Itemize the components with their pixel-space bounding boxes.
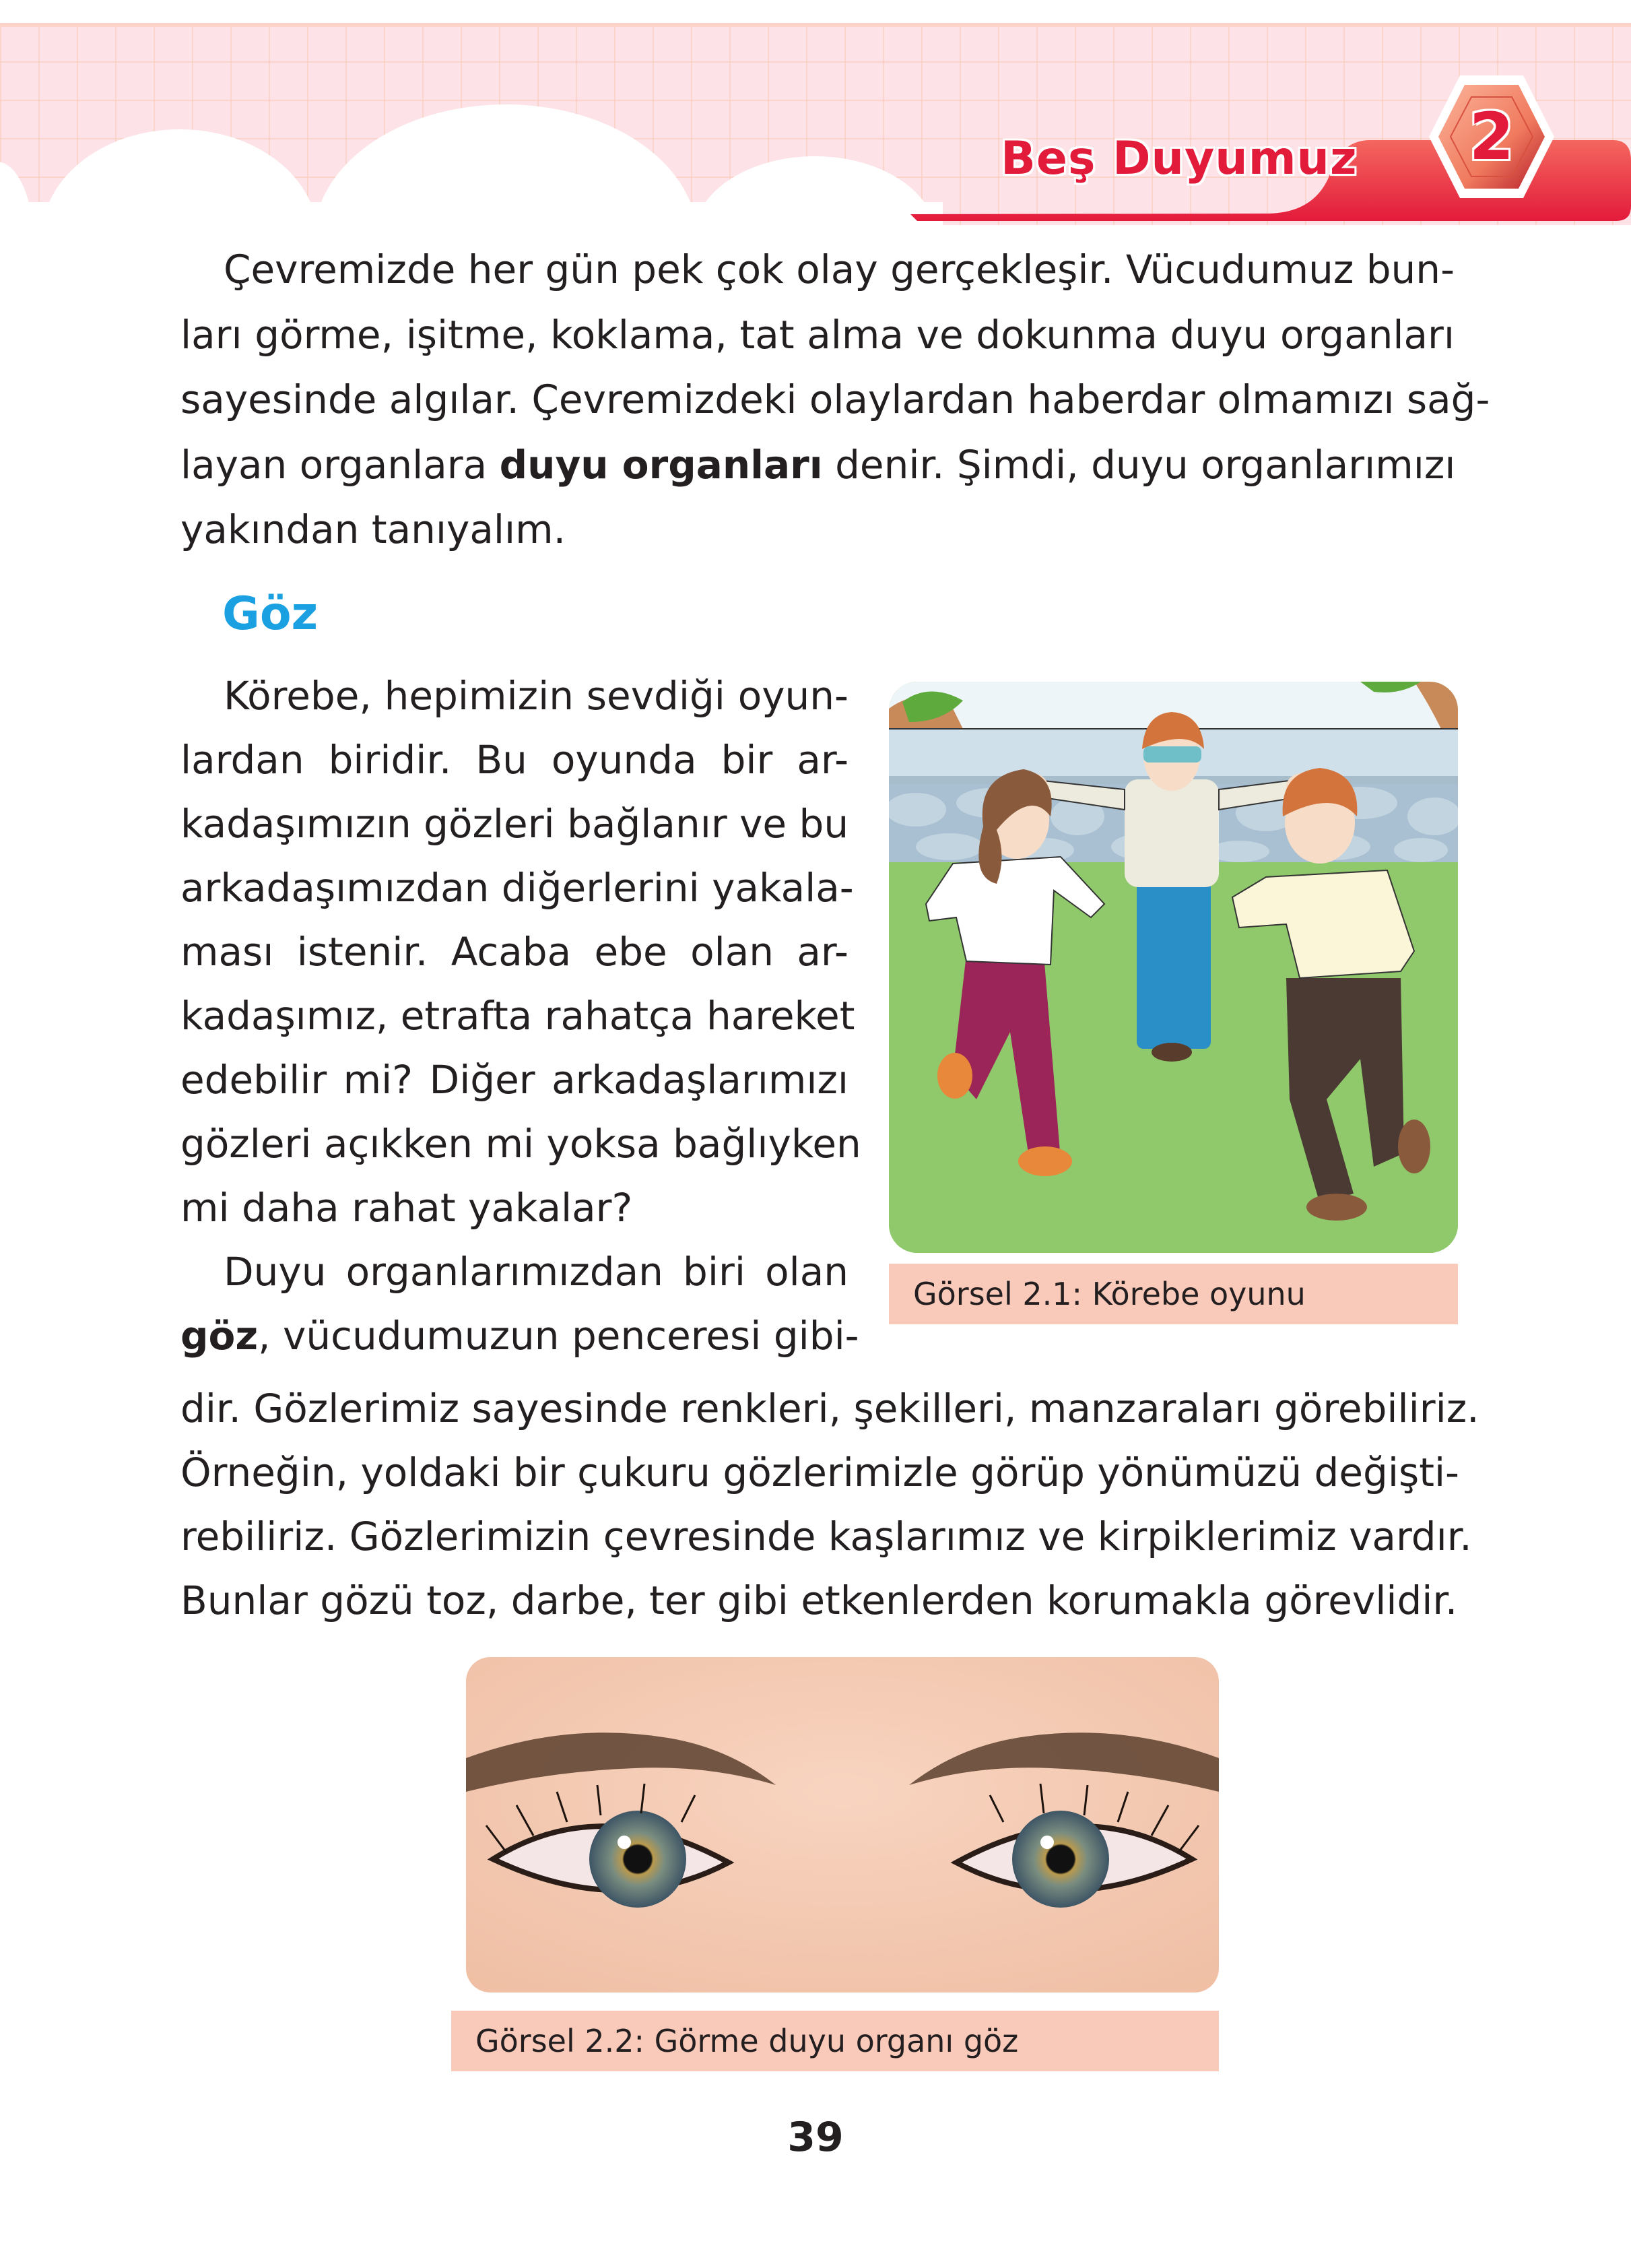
- figure-eyes-photo: [466, 1657, 1219, 1992]
- text-line: Çevremizde her gün pek çok olay gerçekleşir. Vücudumuz bun-: [224, 247, 1455, 292]
- text-line: Örneğin, yoldaki bir çukuru gözlerimizle görüp yönümüzü değişti-: [180, 1450, 1459, 1495]
- human-eyes-photo: [466, 1657, 1219, 1992]
- key-term: göz: [180, 1313, 259, 1359]
- page-number: 39: [787, 2114, 844, 2161]
- text-line: kadaşımızın gözleri bağlanır ve bu: [180, 801, 849, 847]
- text-line: Körebe, hepimizin sevdiği oyun-: [224, 673, 848, 719]
- unit-number: 2: [1469, 99, 1514, 174]
- key-term: duyu organları: [499, 441, 823, 488]
- text-span: denir. Şimdi, duyu organlarımızı: [822, 441, 1456, 488]
- text-line: edebilir mi? Diğer arkadaşlarımızı: [180, 1057, 848, 1103]
- text-line: Duyu organlarımızdan biri olan: [224, 1249, 848, 1295]
- text-line: Bunlar gözü toz, darbe, ter gibi etkenlerden korumakla görevlidir.: [180, 1578, 1458, 1623]
- figure-caption: Görsel 2.1: Körebe oyunu: [889, 1264, 1458, 1324]
- eye-description-paragraph: [180, 1377, 1479, 1633]
- unit-number-badge: [1428, 73, 1556, 201]
- text-line: rebiliriz. Gözlerimizin çevresinde kaşlarımız ve kirpiklerimiz vardır.: [180, 1514, 1472, 1559]
- figure-caption: Görsel 2.2: Görme duyu organı göz: [451, 2011, 1219, 2071]
- text-line: lardan biridir. Bu oyunda bir ar-: [180, 737, 848, 783]
- figure-korebe-illustration: [889, 682, 1458, 1253]
- text-line: yakından tanıyalım.: [180, 507, 566, 552]
- text-line: arkadaşımızdan diğerlerini yakala-: [180, 865, 854, 911]
- text-line: dir. Gözlerimiz sayesinde renkleri, şekilleri, manzaraları görebiliriz.: [180, 1386, 1479, 1431]
- text-line: [180, 1304, 859, 1368]
- text-span: layan organlara: [180, 441, 500, 488]
- text-line: mi daha rahat yakalar?: [180, 1185, 633, 1231]
- text-line: gözleri açıkken mi yoksa bağlıyken: [180, 1121, 861, 1167]
- section-heading: Göz: [222, 587, 319, 641]
- text-line: ları görme, işitme, koklama, tat alma ve dokunma duyu organları: [180, 311, 1455, 358]
- text-line: sayesinde algılar. Çevremizdeki olaylardan haberdar olmamızı sağ-: [180, 377, 1490, 422]
- text-span: , vücudumuzun penceresi gibi-: [258, 1313, 859, 1359]
- children-playing-illustration: [889, 682, 1458, 1253]
- intro-paragraph: [180, 237, 1490, 562]
- text-line: ması istenir. Acaba ebe olan ar-: [180, 929, 848, 975]
- text-line: [180, 432, 1455, 498]
- text-line: kadaşımız, etrafta rahatça hareket: [180, 993, 855, 1039]
- title-ribbon: [0, 0, 1631, 229]
- column-paragraph: [180, 664, 861, 1368]
- chapter-header: [0, 0, 1631, 229]
- unit-title: Beş Duyumuz: [1001, 132, 1358, 185]
